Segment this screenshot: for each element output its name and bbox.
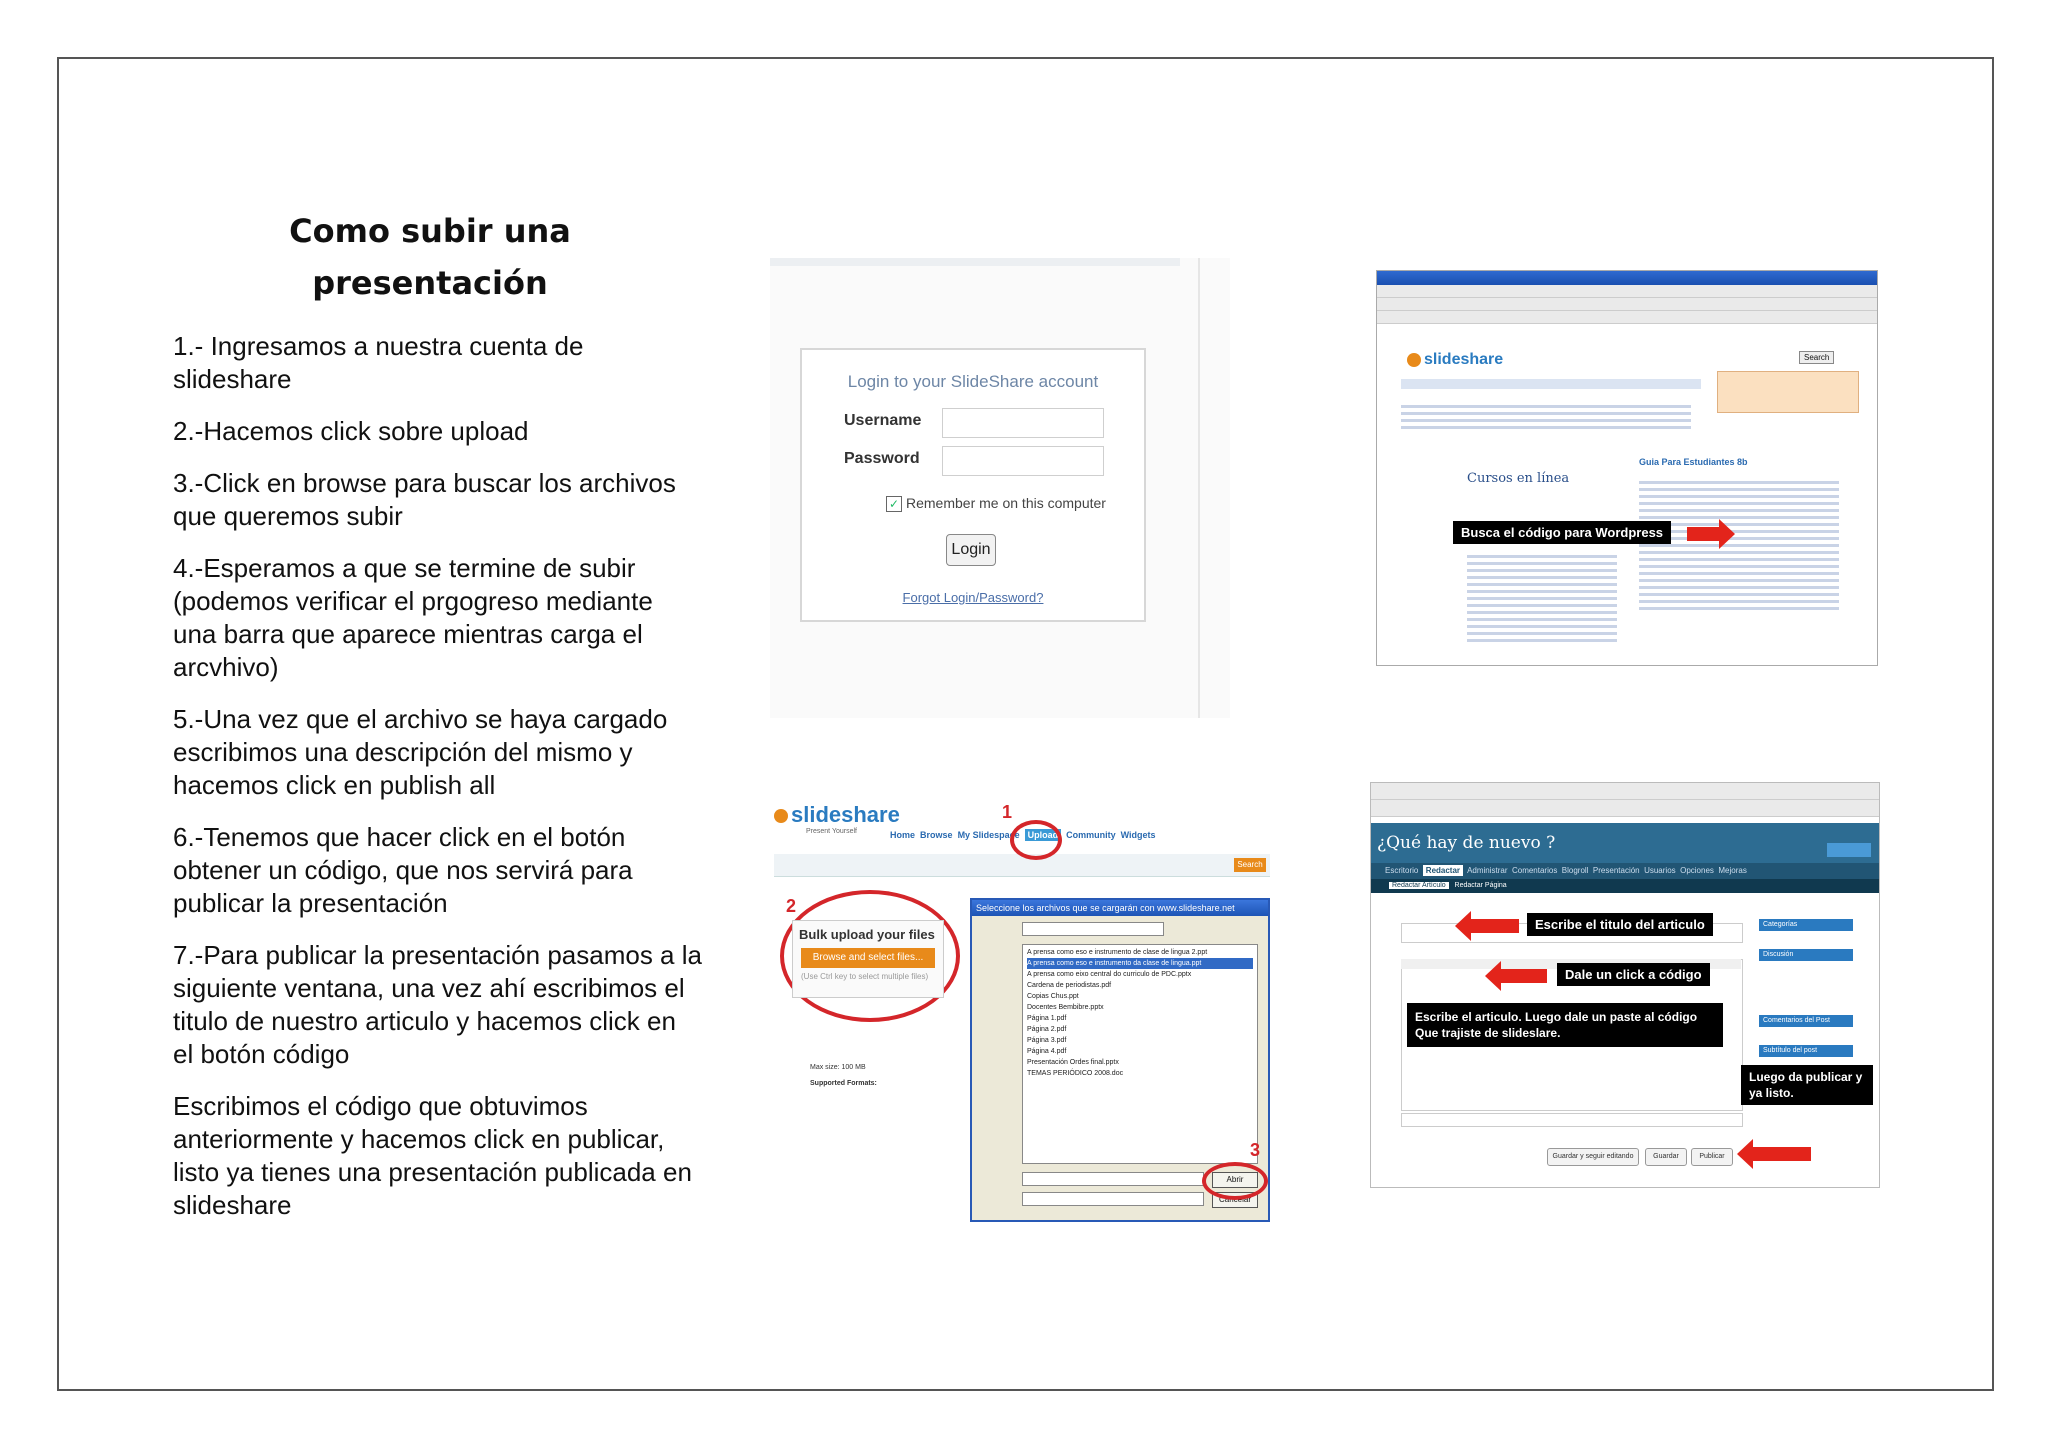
step-5: 5.-Una vez que el archivo se haya cargado escribimos una descripción del mismo y hacemos click en publish all (173, 704, 668, 800)
step-8: Escribimos el código que obtuvimos anteriormente y hacemos click en publicar, listo ya tienes una presentación publicada en slideshare (173, 1091, 692, 1220)
tagline: Present Yourself (806, 828, 857, 835)
arrow-right-icon (1687, 527, 1721, 541)
code-callout: Dale un click a código (1557, 963, 1710, 986)
file-item[interactable]: Página 2.pdf (1027, 1026, 1067, 1033)
dialog-title: Seleccione los archivos que se cargarán con www.slideshare.net (972, 900, 1268, 916)
window-titlebar (1377, 271, 1877, 285)
nav-upload[interactable]: Upload (1025, 829, 1062, 841)
step-4: 4.-Esperamos a que se termine de subir (podemos verificar el prgogreso mediante una barra que aparece mientras carga el arcvhivo) (173, 553, 653, 682)
marker-2: 2 (786, 896, 797, 916)
login-heading: Login to your SlideShare account (847, 372, 1099, 391)
tab-comentarios[interactable]: Comentarios (1511, 866, 1558, 875)
sub-nav (774, 854, 1270, 877)
password-label: Password (844, 450, 920, 467)
login-screenshot (770, 258, 1230, 718)
nav-community[interactable]: Community (1066, 830, 1116, 840)
tab-usuarios[interactable]: Usuarios (1644, 866, 1676, 875)
file-item[interactable]: Página 3.pdf (1027, 1037, 1067, 1044)
tags-field[interactable] (1401, 1113, 1743, 1127)
browse-files-button[interactable]: Browse and select files... (801, 948, 935, 968)
supported-formats: Supported Formats: (810, 1080, 877, 1087)
bulk-title: Bulk upload your files (799, 927, 935, 942)
step-7: 7.-Para publicar la presentación pasamos a la siguiente ventana, una vez ahí escribimos el titulo de nuestro articulo y hacemos click en el botón código (173, 940, 702, 1069)
file-item[interactable]: Presentación Ordes final.pptx (1027, 1059, 1119, 1066)
publish-button[interactable]: Publicar (1691, 1148, 1733, 1166)
page-title: Como subir una presentación (289, 212, 571, 302)
nav-widgets[interactable]: Widgets (1120, 830, 1156, 840)
nav-home[interactable]: Home (890, 830, 916, 840)
username-label: Username (844, 412, 922, 429)
tab-mejoras[interactable]: Mejoras (1718, 866, 1747, 875)
side-categorias[interactable]: Categorías (1759, 919, 1853, 931)
remember-checkbox[interactable]: ✓ (886, 496, 902, 512)
forgot-link[interactable]: Forgot Login/Password? (902, 590, 1044, 605)
step-1: 1.- Ingresamos a nuestra cuenta de slideshare (173, 331, 584, 394)
file-item[interactable]: Página 4.pdf (1027, 1048, 1067, 1055)
save-button[interactable]: Guardar (1645, 1148, 1687, 1166)
login-button[interactable]: Login (946, 534, 996, 566)
file-item[interactable]: A prensa como eixo central do curriculo de PDC.pptx (1027, 971, 1192, 978)
wp-submenu (1371, 879, 1879, 893)
browser-screenshot (1376, 270, 1878, 666)
highlight-circle (1202, 1162, 1268, 1200)
file-item-selected[interactable]: A prensa como eso e instrumento da clase de lingua.ppt (1027, 958, 1253, 969)
save-continue-button[interactable]: Guardar y seguir editando (1547, 1148, 1639, 1166)
filetype-select[interactable] (1022, 1192, 1204, 1206)
file-item[interactable]: Página 1.pdf (1027, 1015, 1067, 1022)
divider (770, 258, 1180, 266)
upload-screenshot (770, 784, 1270, 1224)
file-item[interactable]: Docentes Bembibre.pptx (1027, 1004, 1104, 1011)
tab-escritorio[interactable]: Escritorio (1385, 866, 1419, 875)
tab-bar (1377, 311, 1877, 324)
wp-header: ¿Qué hay de nuevo ? (1371, 823, 1879, 863)
marker-1: 1 (1002, 802, 1013, 822)
support-button[interactable] (1827, 843, 1871, 857)
subtab-pagina[interactable]: Redactar Página (1454, 882, 1507, 889)
marker-3: 3 (1250, 1140, 1261, 1160)
login-box (800, 348, 1146, 622)
tab-bar (1371, 800, 1879, 817)
file-list[interactable] (1022, 944, 1261, 1164)
side-comentarios[interactable]: Comentarios del Post (1759, 1015, 1853, 1027)
folder-select[interactable] (1022, 922, 1164, 936)
toolbar (1371, 783, 1879, 800)
remember-label: Remember me on this computer (906, 495, 1106, 511)
wp-menu (1371, 863, 1879, 879)
slideshare-logo: slideshare (1407, 351, 1503, 369)
nav-browse[interactable]: Browse (920, 830, 953, 840)
bulk-hint: (Use Ctrl key to select multiple files) (801, 972, 929, 981)
publish-callout: Luego da publicar y ya listo. (1741, 1065, 1873, 1105)
filename-field[interactable] (1022, 1172, 1204, 1186)
address-bar (1377, 285, 1877, 298)
arrow-left-icon (1469, 919, 1519, 933)
file-item[interactable]: Cardena de periodistas.pdf (1027, 982, 1112, 989)
nav-strip (1401, 379, 1701, 389)
side-discusion[interactable]: Discusión (1759, 949, 1853, 961)
file-dialog (970, 898, 1270, 1222)
file-item[interactable]: A prensa como eso e instrumento de clase de lingua 2.ppt (1027, 949, 1208, 956)
slideshare-logo: slideshare (774, 802, 900, 828)
tab-opciones[interactable]: Opciones (1680, 866, 1714, 875)
nav-myslidespace[interactable]: My Slidespace (957, 830, 1020, 840)
courses-banner: Cursos en línea (1467, 471, 1570, 486)
logo-icon (774, 809, 788, 823)
places-bar (980, 948, 1014, 1198)
divider (1198, 258, 1200, 718)
wordpress-callout: Busca el código para Wordpress (1453, 521, 1671, 544)
arrow-left-icon (1751, 1147, 1811, 1161)
file-item[interactable]: Copias Chus.ppt (1027, 993, 1079, 1000)
article-lines (1467, 551, 1617, 646)
tab-administrar[interactable]: Administrar (1467, 866, 1508, 875)
open-button[interactable]: Abrir (1212, 1172, 1258, 1188)
toolbar (1377, 298, 1877, 311)
section-title: Guia Para Estudiantes 8b (1639, 457, 1748, 467)
content-lines (1401, 401, 1691, 433)
subtab-articulo[interactable]: Redactar Artículo (1389, 882, 1449, 889)
step-3: 3.-Click en browse para buscar los archivos que queremos subir (173, 468, 676, 531)
search-button[interactable]: Search (1799, 351, 1834, 364)
article-callout: Escribe el articulo. Luego dale un paste al código Que trajiste de slideslare. (1407, 1003, 1723, 1047)
tab-presentacion[interactable]: Presentación (1592, 866, 1640, 875)
wordpress-screenshot (1370, 782, 1880, 1188)
username-field[interactable] (942, 408, 1104, 438)
password-field[interactable] (942, 446, 1104, 476)
logo-icon (1407, 353, 1421, 367)
step-6: 6.-Tenemos que hacer click en el botón obtener un código, que nos servirá para publicar la presentación (173, 822, 633, 918)
search-button[interactable]: Search (1234, 858, 1266, 872)
file-item[interactable]: TEMAS PERIÓDICO 2008.doc (1027, 1070, 1124, 1077)
highlight-circle (1010, 820, 1062, 860)
arrow-left-icon (1499, 969, 1547, 983)
cancel-button[interactable]: Cancelar (1212, 1192, 1258, 1208)
title-callout: Escribe el titulo del articulo (1527, 913, 1713, 936)
sidebar-lines (1639, 477, 1839, 614)
max-size: Max size: 100 MB (810, 1064, 866, 1071)
step-2: 2.-Hacemos click sobre upload (173, 416, 529, 446)
promo-box (1717, 371, 1859, 413)
steps-list (173, 330, 703, 1241)
tab-blogroll[interactable]: Blogroll (1561, 866, 1589, 875)
bulk-upload-panel (792, 920, 944, 998)
side-subtitulo[interactable]: Subtítulo del post (1759, 1045, 1853, 1057)
tab-redactar[interactable]: Redactar (1423, 865, 1463, 876)
